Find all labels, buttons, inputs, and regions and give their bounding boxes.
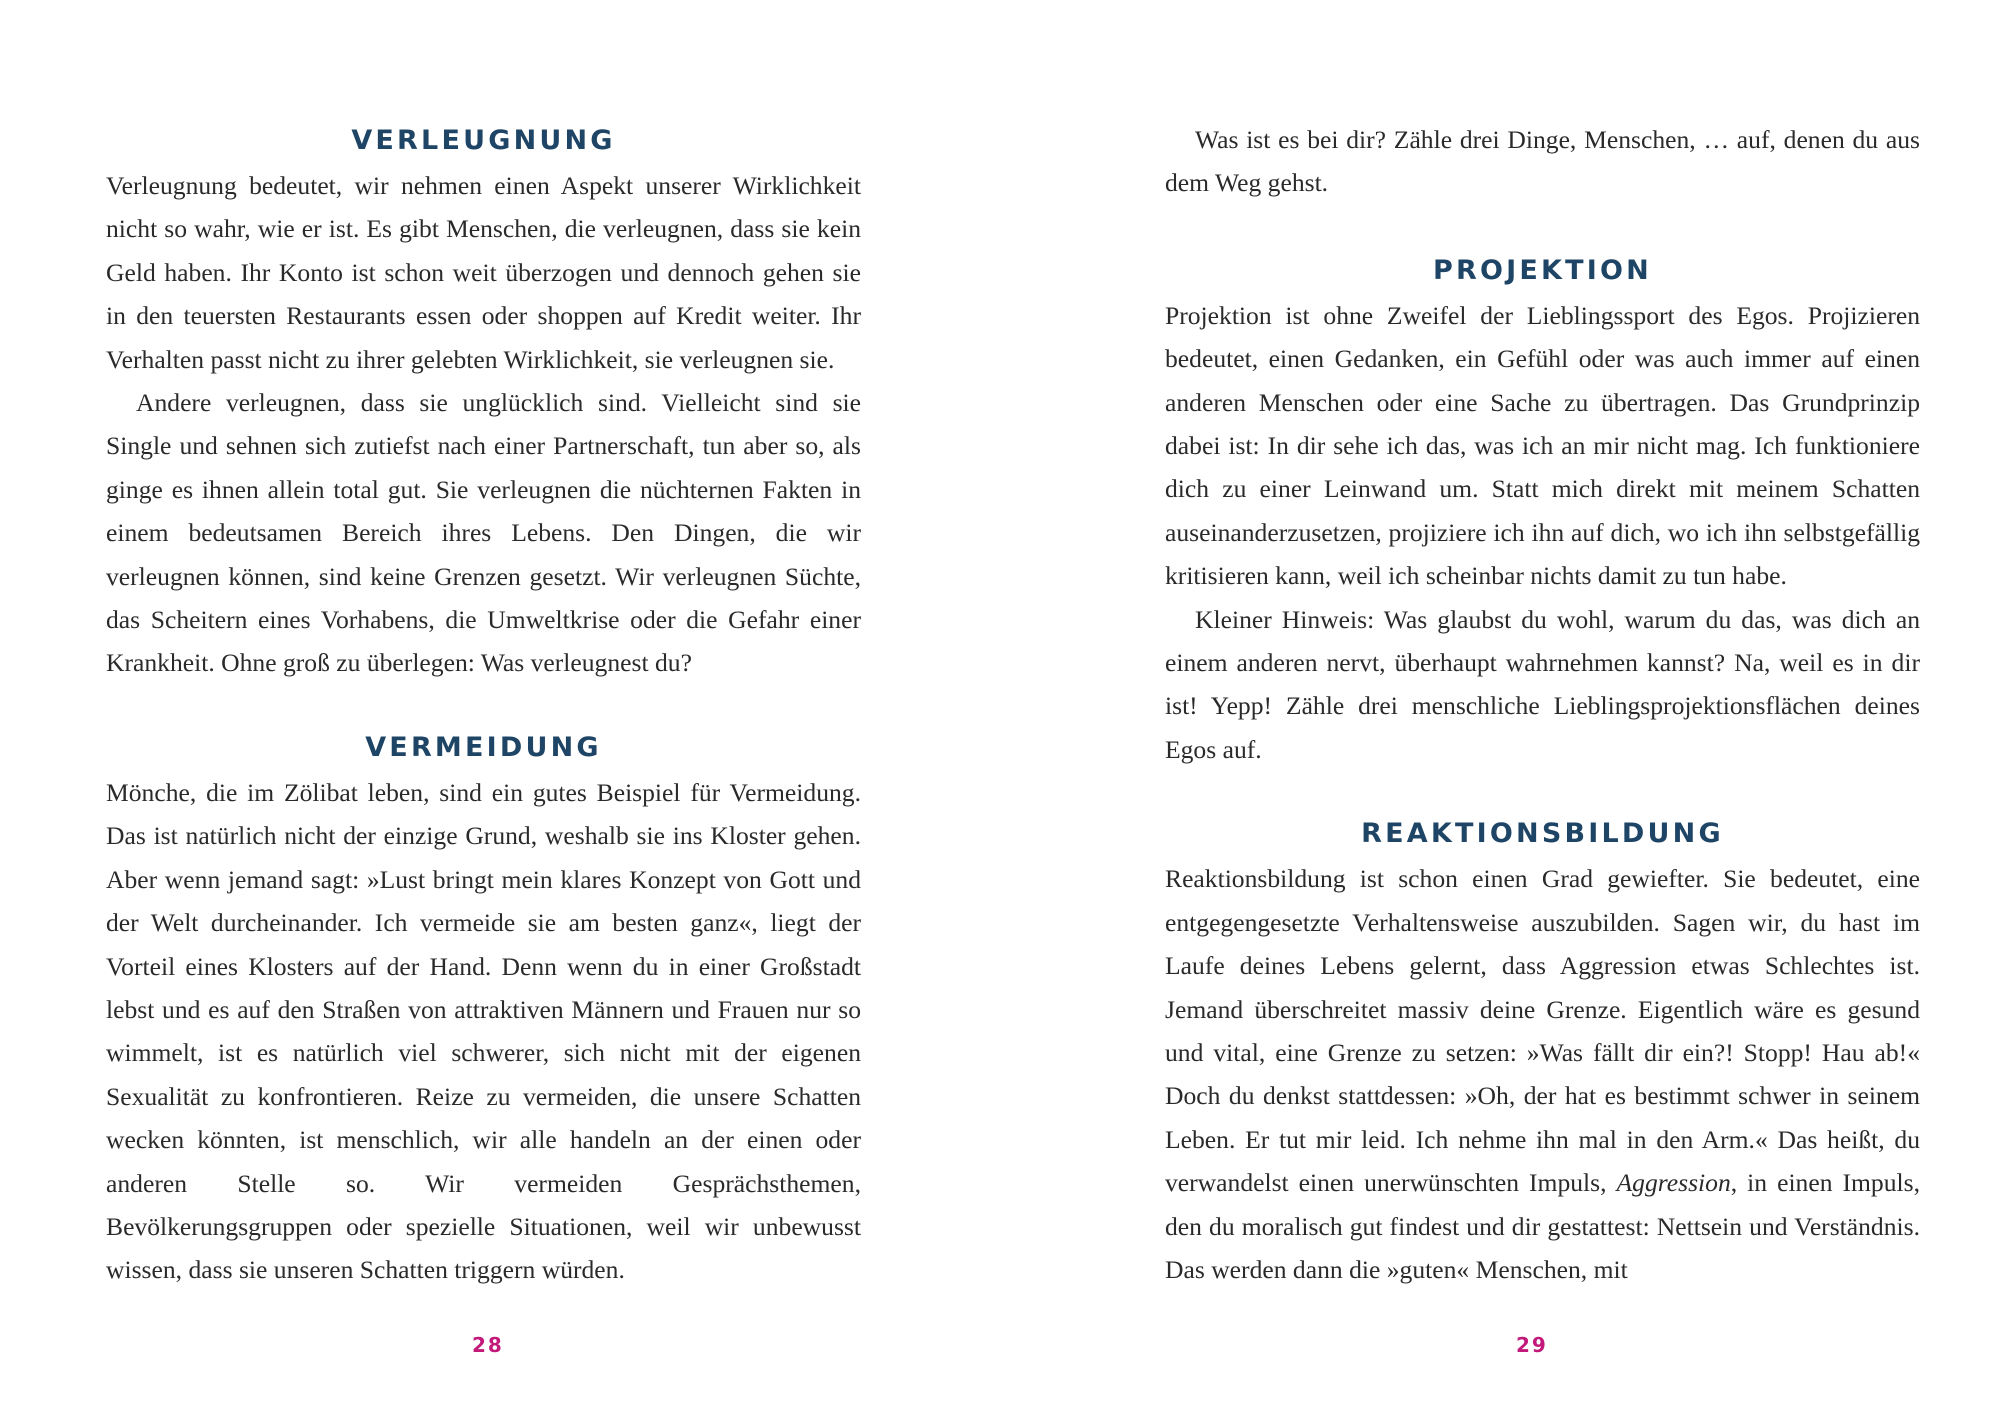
section-heading-projektion: PROJEKTION (1433, 254, 1652, 286)
section-gap (1165, 771, 1920, 811)
section-gap (1165, 205, 1920, 248)
paragraph: Mönche, die im Zölibat leben, sind ein gutes Beispiel für Vermeidung. Das ist natürlich nicht der einzige Grund, weshalb sie ins Kloster gehen. Aber wenn jemand sagt: »Lust bringt mein klares Konzept von Gott und der Welt durcheinander. Ich vermeide sie am besten ganz«, liegt der Vorteil eines Klosters auf der Hand. Denn wenn du in einer Großstadt lebst und es auf den Straßen von attraktiven Männern und Frauen nur so wimmelt, ist es natürlich viel schwerer, sich nicht mit der eigenen Sexualität zu konfrontieren. Reize zu vermeiden, die unsere Schatten wecken könnten, ist menschlich, wir alle handeln an der einen oder anderen Stelle so. Wir vermeiden Gesprächsthemen, Bevölkerungsgruppen oder spezielle Situationen, weil wir unbewusst wissen, dass sie unseren Schatten triggern würden. (106, 777, 861, 1285)
section-body-projektion (1165, 294, 1920, 771)
right-page (1000, 0, 2000, 1414)
paragraph-part: Reaktionsbildung ist schon einen Grad gewiefter. Sie bedeutet, eine entgegengesetzte Verhaltensweise auszubilden. Sagen wir, du hast im Laufe deines Lebens gelernt, dass Aggression etwas Schlechtes ist. Jemand überschreitet massiv deine Grenze. Eigentlich wäre es gesund und vital, eine Grenze zu setzen: »Was fällt dir ein?! Stopp! Hau ab!« Doch du denkst stattdessen: »Oh, der hat es bestimmt schwer in seinem Leben. Er tut mir leid. Ich nehme ihn mal in den Arm.« Das heißt, du verwandelst einen unerwünschten Impuls, (1165, 864, 1920, 1198)
paragraph: Kleiner Hinweis: Was glaubst du wohl, warum du das, was dich an einem anderen nervt, überhaupt wahrnehmen kannst? Na, weil es in dir ist! Yepp! Zähle drei menschliche Lieblingsprojektionsflächen deines Egos auf. (1165, 604, 1920, 764)
section-body-reaktionsbildung (1165, 857, 1920, 1291)
section-body-verleugnung (106, 164, 861, 685)
emphasis-text: Aggression (1616, 1168, 1731, 1198)
paragraph-part: , in einen Impuls, den du moralisch gut findest und dir gestattest: Nettsein und Verständnis. Das werden dann die »guten« Menschen, mit (1165, 1168, 1920, 1284)
paragraph: Andere verleugnen, dass sie unglücklich sind. Vielleicht sind sie Single und sehnen sich zutiefst nach einer Partnerschaft, tun aber so, als ginge es ihnen allein total gut. Sie verleugnen die nüchternen Fakten in einem bedeutsamen Bereich ihres Lebens. Den Dingen, die wir verleugnen können, sind keine Grenzen gesetzt. Wir verleugnen Süchte, das Scheitern eines Vorhabens, die Umweltkrise oder die Gefahr einer Krankheit. Ohne groß zu überlegen: Was verleugnest du? (106, 388, 861, 678)
section-gap (106, 685, 861, 725)
paragraph: Verleugnung bedeutet, wir nehmen einen Aspekt unserer Wirklichkeit nicht so wahr, wie er ist. Es gibt Menschen, die verleugnen, dass sie kein Geld haben. Ihr Konto ist schon weit überzogen und dennoch gehen sie in den teuersten Restaurants essen oder shoppen auf Kredit weiter. Ihr Verhalten passt nicht zu ihrer gelebten Wirklichkeit, sie verleugnen sie. (106, 171, 861, 374)
left-text-column (106, 118, 861, 1292)
paragraph (1165, 857, 1920, 1291)
page-number: 28 (472, 1333, 504, 1357)
intro-text (1165, 118, 1920, 205)
paragraph: Was ist es bei dir? Zähle drei Dinge, Menschen, … auf, denen du aus dem Weg gehst. (1165, 125, 1920, 198)
page-number: 29 (1516, 1333, 1548, 1357)
section-heading-reaktionsbildung: REAKTIONSBILDUNG (1361, 818, 1724, 850)
section-heading-verleugnung: VERLEUGNUNG (351, 125, 616, 156)
paragraph: Projektion ist ohne Zweifel der Lieblingssport des Egos. Projizieren bedeutet, einen Gedanken, ein Gefühl oder was auch immer auf einen anderen Menschen oder eine Sache zu übertragen. Das Grundprinzip dabei ist: In dir sehe ich das, was ich an mir nicht mag. Ich funktioniere dich zu einer Leinwand um. Statt mich direkt mit meinem Schatten auseinanderzusetzen, projiziere ich ihn auf dich, wo ich ihn selbstgefällig kritisieren kann, weil ich scheinbar nichts damit zu tun habe. (1165, 300, 1920, 591)
section-heading-vermeidung: VERMEIDUNG (365, 731, 602, 763)
section-body-vermeidung (106, 771, 861, 1292)
right-text-column (1165, 118, 1920, 1291)
